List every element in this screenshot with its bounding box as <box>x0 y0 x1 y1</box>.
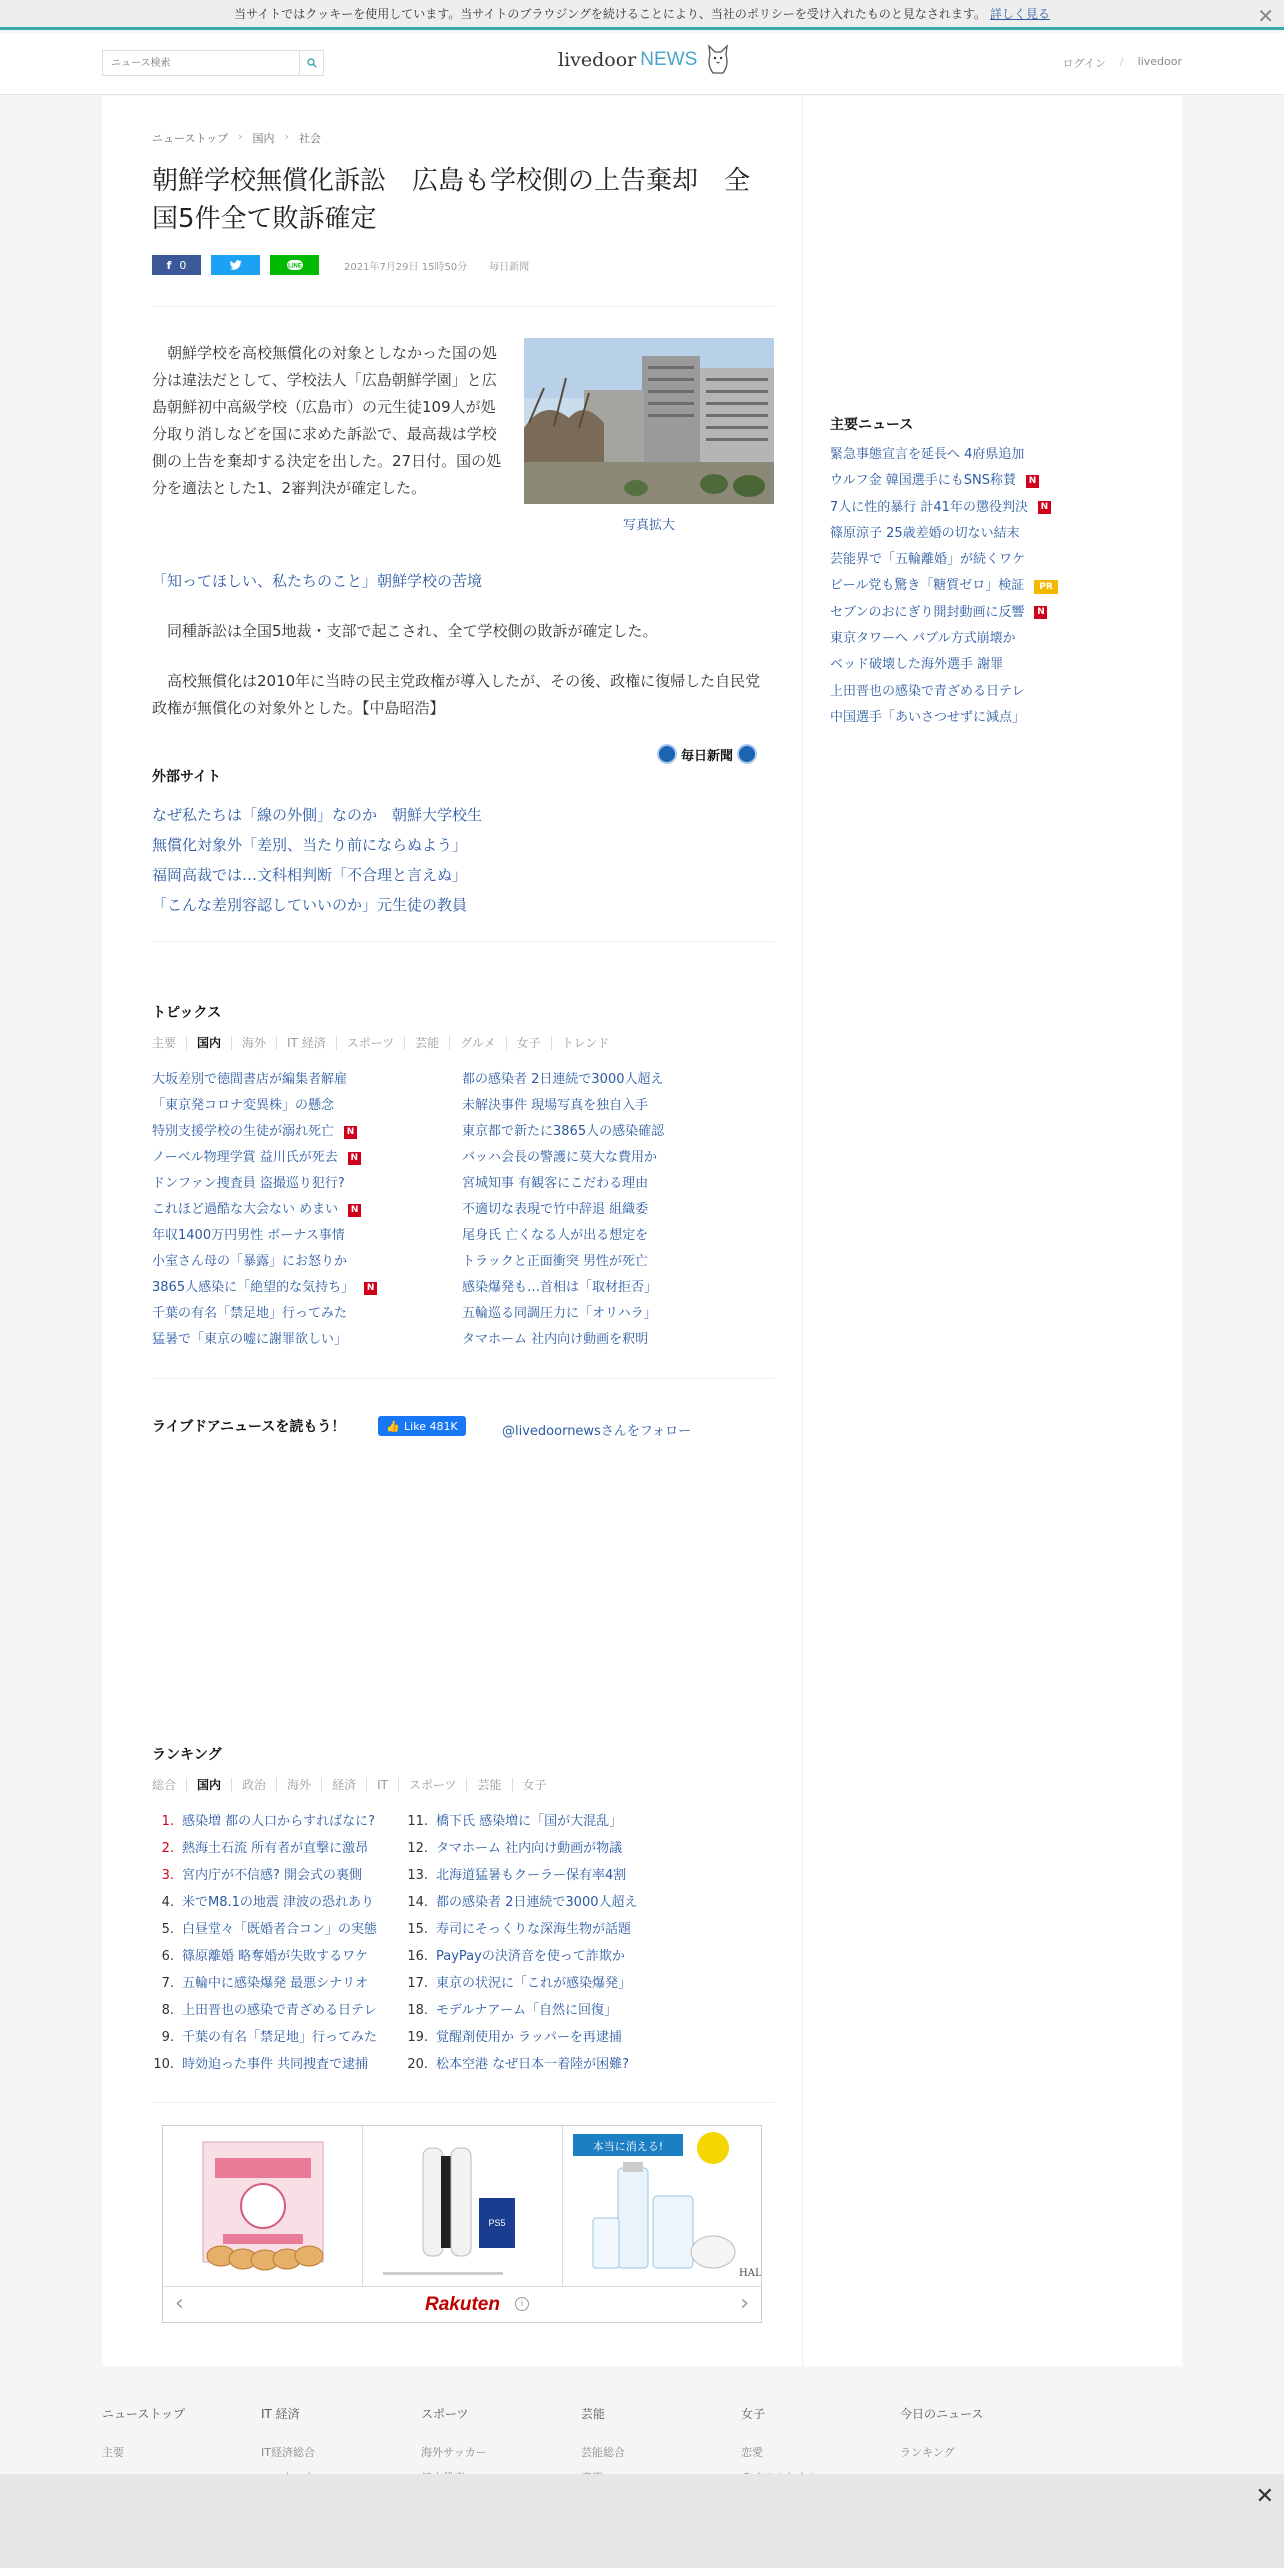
external-link[interactable]: なぜ私たちは「線の外側」なのか 朝鮮大学校生 <box>152 806 483 824</box>
facebook-like-label: Like 481K <box>404 1419 458 1433</box>
rank-number: 4. <box>161 1895 174 1910</box>
ranking-link[interactable]: 五輪中に感染爆発 最悪シナリオ <box>182 1976 369 1991</box>
ranking-tab[interactable]: IT <box>366 1778 398 1792</box>
ranking-link[interactable]: 松本空港 なぜ日本一着陸が困難? <box>436 2057 630 2072</box>
ranking-list-right <box>398 1808 638 2078</box>
rank-number: 16. <box>407 1949 428 1964</box>
ranking-link[interactable]: 千葉の有名「禁足地」行ってみた <box>182 2030 378 2045</box>
ranking-link[interactable]: 東京の状況に「これが感染爆発」 <box>436 1976 632 1991</box>
twitter-icon <box>230 260 242 270</box>
topics-list-left <box>152 1067 377 1353</box>
facebook-like-button[interactable] <box>378 1416 466 1436</box>
cookie-more-link[interactable]: 詳しく見る <box>989 7 1050 21</box>
divider <box>152 2102 774 2103</box>
news-list-item[interactable] <box>152 1197 377 1223</box>
footer-link[interactable]: ランキング <box>900 2446 955 2459</box>
thumbs-up-icon: 👍 <box>386 1419 401 1433</box>
news-link[interactable]: 3865人感染に「絶望的な気持ち」 <box>152 1280 355 1295</box>
ranking-item[interactable] <box>144 1808 377 1835</box>
news-link[interactable]: 「東京発コロナ変異株」の懸念 <box>152 1098 335 1113</box>
news-link[interactable]: 芸能界で「五輪離婚」が続くワケ <box>830 552 1026 568</box>
ranking-link[interactable]: 覚醒剤使用か ラッパーを再逮捕 <box>436 2030 622 2045</box>
svg-text:HAL: HAL <box>739 2268 761 2279</box>
new-badge: N <box>348 1204 361 1217</box>
ranking-item[interactable] <box>398 2051 638 2078</box>
rank-number: 7. <box>161 1976 174 1991</box>
footer-heading[interactable]: 芸能 <box>581 2407 606 2421</box>
game-console-image <box>363 2126 562 2286</box>
footer-heading[interactable]: 女子 <box>741 2407 766 2421</box>
search-box <box>102 50 324 76</box>
ranking-item[interactable] <box>144 1862 377 1889</box>
news-list-item[interactable] <box>830 547 1058 573</box>
ranking-item[interactable] <box>398 2024 638 2051</box>
twitter-share-button[interactable] <box>211 255 260 275</box>
main-content <box>102 96 1182 2366</box>
line-icon <box>286 259 304 271</box>
news-list-item[interactable] <box>830 652 1058 678</box>
news-link[interactable]: 中国選手「あいさつせずに減点」 <box>830 709 1026 725</box>
follow-row <box>152 1408 774 1438</box>
news-link[interactable]: 7人に性的暴行 計41年の懲役判決 <box>830 499 1028 515</box>
twitter-follow-link[interactable]: @livedoornewsさんをフォロー <box>502 1424 692 1439</box>
ranking-list-left <box>144 1808 377 2078</box>
footer-heading[interactable]: 今日のニュース <box>900 2407 984 2421</box>
ranking-link[interactable]: 感染増 都の人口からすればなに? <box>182 1814 376 1829</box>
topics-tab[interactable]: スポーツ <box>336 1036 405 1050</box>
news-list-item[interactable] <box>830 521 1058 547</box>
ranking-link[interactable]: 宮内庁が不信感? 開会式の裏側 <box>182 1868 363 1883</box>
footer-heading[interactable]: ニューストップ <box>102 2407 186 2421</box>
related-article-link[interactable]: 「知ってほしい、私たちのこと」朝鮮学校の苦境 <box>152 572 483 590</box>
article-photo[interactable] <box>524 338 774 504</box>
column-divider <box>802 96 803 2366</box>
site-logo[interactable] <box>558 43 731 77</box>
ranking-item[interactable] <box>398 1970 638 1997</box>
new-badge: N <box>364 1282 377 1295</box>
news-list-item[interactable] <box>462 1093 664 1119</box>
rank-number: 13. <box>407 1868 428 1883</box>
ranking-title: ランキング <box>152 1747 222 1763</box>
rakuten-ad-widget <box>162 2125 762 2323</box>
footer-link[interactable]: 芸能総合 <box>581 2446 625 2459</box>
news-list-item[interactable] <box>462 1249 664 1275</box>
ranking-item[interactable] <box>144 1943 377 1970</box>
news-link[interactable]: ウルフ金 韓国選手にもSNS称賛 <box>830 473 1016 489</box>
news-link[interactable]: タマホーム 社内向け動画を釈明 <box>462 1332 649 1347</box>
news-link[interactable]: ノーベル物理学賞 益川氏が死去 <box>152 1150 338 1165</box>
ranking-item[interactable] <box>398 1916 638 1943</box>
ranking-link[interactable]: PayPayの決済音を使って詐欺か <box>436 1949 625 1964</box>
mainichi-emblem-icon <box>737 744 757 764</box>
follow-title: ライブドアニュースを読もう！ <box>152 1419 346 1435</box>
news-list-item[interactable] <box>152 1145 377 1171</box>
ranking-link[interactable]: 寿司にそっくりな深海生物が話題 <box>436 1922 632 1937</box>
ranking-tab[interactable]: 政治 <box>231 1778 276 1792</box>
breadcrumb <box>152 130 321 146</box>
external-link[interactable]: 「こんな差別容認していいのか」元生徒の教員 <box>152 896 468 914</box>
site-footer <box>0 2366 1284 2474</box>
footer-heading[interactable]: IT 経済 <box>261 2407 300 2421</box>
livedoor-link[interactable]: livedoor <box>1137 55 1182 68</box>
login-link[interactable]: ログイン <box>1062 57 1106 70</box>
product-banner-text: 本当に消える! <box>592 2140 664 2153</box>
cookie-close-icon[interactable]: ✕ <box>1257 4 1274 28</box>
news-link[interactable]: 特別支援学校の生徒が溺れ死亡 <box>152 1124 335 1139</box>
line-share-button[interactable] <box>270 255 319 275</box>
topics-list-right <box>462 1067 664 1353</box>
rank-number: 9. <box>161 2030 174 2045</box>
ranking-link[interactable]: 米でM8.1の地震 津波の恐れあり <box>182 1895 375 1910</box>
news-link[interactable]: 東京都で新たに3865人の感染確認 <box>462 1124 665 1139</box>
news-list-item[interactable] <box>462 1197 664 1223</box>
rank-number: 17. <box>407 1976 428 1991</box>
ranking-item[interactable] <box>398 1997 638 2024</box>
news-list-item[interactable] <box>462 1119 664 1145</box>
ranking-item[interactable] <box>398 1808 638 1835</box>
news-list-item[interactable] <box>152 1171 377 1197</box>
footer-link[interactable]: 海外サッカー <box>421 2446 487 2459</box>
news-list-item[interactable] <box>830 468 1058 494</box>
news-list-item[interactable] <box>152 1301 377 1327</box>
pr-badge: PR <box>1034 580 1058 594</box>
rank-number: 18. <box>407 2003 428 2018</box>
breadcrumb-society[interactable]: 社会 <box>298 132 321 145</box>
main-news-title: 主要ニュース <box>830 417 914 433</box>
facebook-share-button[interactable] <box>152 255 201 275</box>
external-link[interactable]: 福岡高裁では…文科相判断「不合理と言えぬ」 <box>152 866 468 884</box>
new-badge: N <box>348 1152 361 1165</box>
topics-tab[interactable]: グルメ <box>449 1036 505 1050</box>
news-list-item[interactable] <box>830 495 1058 521</box>
ranking-item[interactable] <box>398 1943 638 1970</box>
news-link[interactable]: ドンファン捜査員 盗撮巡り犯行? <box>152 1176 345 1191</box>
rank-number: 3. <box>161 1868 174 1883</box>
ranking-tab[interactable]: 海外 <box>276 1778 321 1792</box>
news-link[interactable]: 大坂差別で徳間書店が編集者解雇 <box>152 1072 348 1087</box>
cookie-text: 当サイトではクッキーを使用しています。当サイトのブラウジングを続けることにより、当社のポリシーを受け入れたものと見なされます。 <box>234 7 986 21</box>
ranking-link[interactable]: 上田晋也の感染で青ざめる日テレ <box>182 2003 377 2018</box>
news-list-item[interactable] <box>462 1223 664 1249</box>
news-link[interactable]: 未解決事件 現場写真を独自入手 <box>462 1098 649 1113</box>
news-link[interactable]: 小室さん母の「暴露」にお怒りか <box>152 1254 348 1269</box>
ranking-link[interactable]: 時効迫った事件 共同捜査で逮捕 <box>182 2057 369 2072</box>
breadcrumb-domestic[interactable]: 国内 <box>252 132 275 145</box>
new-badge: N <box>1034 606 1047 619</box>
rank-number: 5. <box>161 1922 174 1937</box>
ranking-tabs <box>152 1778 557 1792</box>
rank-number: 20. <box>407 2057 428 2072</box>
cat-mascot-icon <box>705 43 731 77</box>
chevron-right-icon[interactable]: › <box>740 2291 749 2316</box>
news-link[interactable]: 猛暑で「東京の嘘に謝罪欲しい」 <box>152 1332 348 1347</box>
ranking-item[interactable] <box>398 1862 638 1889</box>
search-input[interactable] <box>103 51 299 75</box>
search-button[interactable] <box>299 51 323 75</box>
close-icon[interactable]: ✕ <box>1255 2484 1274 2509</box>
ranking-link[interactable]: 都の感染者 2日連続で3000人超え <box>436 1895 638 1910</box>
breadcrumb-top[interactable]: ニューストップ <box>152 132 229 145</box>
bottom-ad-bar <box>0 2474 1284 2568</box>
ranking-item[interactable] <box>144 1889 377 1916</box>
chevron-right-icon: › <box>284 130 289 143</box>
logo-news: NEWS <box>640 49 698 70</box>
cookie-banner <box>0 0 1284 30</box>
ranking-link[interactable]: タマホーム 社内向け動画が物議 <box>436 1841 623 1856</box>
rakuten-widget-footer <box>163 2286 761 2322</box>
topics-title: トピックス <box>152 1005 222 1021</box>
news-link[interactable]: トラックと正面衝突 男性が死亡 <box>462 1254 648 1269</box>
article-date: 2021年7月29日 15時50分 <box>344 261 468 273</box>
topics-tab[interactable]: 芸能 <box>404 1036 449 1050</box>
news-list-item[interactable] <box>152 1223 377 1249</box>
news-link[interactable]: 篠原涼子 25歳差婚の切ない結末 <box>830 525 1020 541</box>
topics-tab[interactable]: 女子 <box>506 1036 551 1050</box>
rank-number: 15. <box>407 1922 428 1937</box>
news-link[interactable]: 尾身氏 亡くなる人が出る想定を <box>462 1228 649 1243</box>
ranking-item[interactable] <box>144 1970 377 1997</box>
ranking-item[interactable] <box>144 2051 377 2078</box>
news-list-item[interactable] <box>462 1171 664 1197</box>
ranking-item[interactable] <box>144 1997 377 2024</box>
new-badge: N <box>344 1126 357 1139</box>
search-icon <box>307 58 317 68</box>
ranking-tab[interactable]: 総合 <box>152 1778 177 1792</box>
ranking-link[interactable]: 篠原離婚 略奪婚が失敗するワケ <box>182 1949 369 1964</box>
article-paragraph: 同種訴訟は全国5地裁・支部で起こされ、全て学校側の敗訴が確定した。 <box>167 622 658 640</box>
photo-enlarge-link[interactable]: 写真拡大 <box>622 518 675 533</box>
news-link[interactable]: バッハ会長の警護に莫大な費用か <box>462 1150 658 1165</box>
rakuten-product[interactable] <box>563 2126 763 2286</box>
ranking-link[interactable]: モデルナアーム「自然に回復」 <box>436 2003 617 2018</box>
rank-number: 19. <box>407 2030 428 2045</box>
rank-number: 8. <box>161 2003 174 2018</box>
news-list-item[interactable] <box>462 1301 664 1327</box>
rank-number: 14. <box>407 1895 428 1910</box>
footer-link[interactable]: 恋愛 <box>741 2446 763 2459</box>
topics-tab[interactable]: 国内 <box>186 1036 231 1050</box>
footer-heading[interactable]: スポーツ <box>421 2407 469 2421</box>
rakuten-product[interactable] <box>163 2126 363 2286</box>
article-title: 朝鮮学校無償化訴訟 広島も学校側の上告棄却 全国5件全て敗訴確定 <box>152 166 751 234</box>
chevron-left-icon[interactable]: ‹ <box>175 2291 184 2316</box>
news-link[interactable]: 感染爆発も…首相は「取材拒否」 <box>462 1280 658 1295</box>
footer-column <box>102 2405 185 2465</box>
external-links <box>152 800 482 920</box>
news-list-item[interactable] <box>462 1067 664 1093</box>
rakuten-product[interactable] <box>363 2126 563 2286</box>
news-link[interactable]: 上田晋也の感染で青ざめる日テレ <box>830 683 1025 699</box>
topics-tab[interactable]: IT 経済 <box>276 1036 336 1050</box>
news-list-item[interactable] <box>152 1275 377 1301</box>
ranking-tab[interactable]: スポーツ <box>398 1778 467 1792</box>
info-icon[interactable]: i <box>515 2297 529 2311</box>
news-list-item[interactable] <box>152 1093 377 1119</box>
news-list-item[interactable] <box>830 679 1058 705</box>
rank-number: 2. <box>161 1841 174 1856</box>
external-link[interactable]: 無償化対象外「差別、当たり前にならぬよう」 <box>152 836 468 854</box>
news-link[interactable]: これほど過酷な大会ない めまい <box>152 1202 339 1217</box>
rank-number: 10. <box>153 2057 174 2072</box>
ranking-link[interactable]: 橋下氏 感染増に「国が大混乱」 <box>436 1814 623 1829</box>
rank-number: 6. <box>161 1949 174 1964</box>
ranking-item[interactable] <box>398 1835 638 1862</box>
news-list-item[interactable] <box>830 600 1058 626</box>
svg-text:LINE: LINE <box>287 263 302 270</box>
news-list-item[interactable] <box>152 1119 377 1145</box>
topics-tab[interactable]: 海外 <box>231 1036 276 1050</box>
article-paragraph: 朝鮮学校を高校無償化の対象としなかった国の処分は違法だとして、学校法人「広島朝鮮学園」と広島朝鮮初中高級学校（広島市）の元生徒109人が処分取り消しなどを国に求めた訴訟で、最高裁は学校側の上告を棄却する決定を出した。27日付。国の処分を適法とした1、2審判決が確定した。 <box>152 344 502 497</box>
site-header <box>0 33 1284 95</box>
footer-column <box>900 2405 983 2465</box>
news-link[interactable]: ベッド破壊した海外選手 謝罪 <box>830 657 1004 673</box>
news-link[interactable]: 緊急事態宣言を延長へ 4府県追加 <box>830 447 1025 462</box>
news-link[interactable]: 東京タワーへ バブル方式崩壊か <box>830 631 1016 647</box>
svg-text:PS5: PS5 <box>488 2218 506 2228</box>
new-badge: N <box>1026 475 1039 488</box>
news-list-item[interactable] <box>152 1327 377 1353</box>
ranking-item[interactable] <box>398 1889 638 1916</box>
facebook-icon: f <box>166 258 172 272</box>
ranking-tab[interactable]: 経済 <box>321 1778 366 1792</box>
ranking-tab[interactable]: 芸能 <box>466 1778 511 1792</box>
news-link[interactable]: 年収1400万円男性 ボーナス事情 <box>152 1228 345 1243</box>
news-list-item[interactable] <box>830 442 1058 468</box>
external-sites-title: 外部サイト <box>152 769 222 785</box>
topics-tab[interactable]: 主要 <box>152 1036 177 1050</box>
footer-link[interactable]: 主要 <box>102 2446 124 2459</box>
rakuten-logo[interactable]: Rakuten <box>425 2294 500 2315</box>
rank-number: 11. <box>407 1814 428 1829</box>
news-link[interactable]: 不適切な表現で竹中辞退 組織委 <box>462 1202 649 1217</box>
news-list-item[interactable] <box>152 1249 377 1275</box>
header-links <box>1062 55 1182 71</box>
news-list-item[interactable] <box>830 626 1058 652</box>
news-link[interactable]: 宮城知事 有観客にこだわる理由 <box>462 1176 649 1191</box>
rank-number: 12. <box>407 1841 428 1856</box>
news-link[interactable]: 五輪巡る同調圧力に「オリハラ」 <box>462 1306 657 1321</box>
divider <box>152 941 774 942</box>
news-list-item[interactable] <box>152 1067 377 1093</box>
new-badge: N <box>1038 501 1051 514</box>
news-link[interactable]: ビール党も驚き「糖質ゼロ」検証 <box>830 578 1025 594</box>
news-list-item[interactable] <box>830 573 1058 599</box>
source-logo[interactable] <box>657 744 757 764</box>
ranking-link[interactable]: 北海道猛暑もクーラー保有率4割 <box>436 1868 627 1883</box>
ranking-link[interactable]: 熱海土石流 所有者が直撃に激昂 <box>182 1841 369 1856</box>
news-link[interactable]: 千葉の有名「禁足地」行ってみた <box>152 1306 348 1321</box>
divider <box>152 1378 774 1379</box>
news-list-item[interactable] <box>830 705 1058 731</box>
news-list-item[interactable] <box>462 1327 664 1353</box>
ranking-item[interactable] <box>144 1916 377 1943</box>
chevron-right-icon: › <box>238 130 243 143</box>
logo-livedoor: livedoor <box>558 49 637 71</box>
rank-number: 1. <box>161 1814 174 1829</box>
mainichi-emblem-icon <box>657 744 677 764</box>
ranking-link[interactable]: 白昼堂々「既婚者合コン」の実態 <box>182 1922 378 1937</box>
divider <box>152 306 774 307</box>
ranking-tab[interactable]: 女子 <box>512 1778 557 1792</box>
spray-product-image <box>563 2126 761 2286</box>
snack-bag-image <box>163 2126 362 2286</box>
news-list-item[interactable] <box>462 1145 664 1171</box>
ranking-tab[interactable]: 国内 <box>186 1778 231 1792</box>
share-row <box>152 255 529 275</box>
news-list-item[interactable] <box>462 1275 664 1301</box>
header-separator: / <box>1119 55 1124 68</box>
topics-tabs <box>152 1036 619 1050</box>
news-link[interactable]: セブンのおにぎり開封動画に反響 <box>830 604 1025 620</box>
main-news-list <box>830 442 1058 731</box>
facebook-count: 0 <box>179 258 187 272</box>
source-logo-text: 毎日新聞 <box>681 748 734 764</box>
article-source: 毎日新聞 <box>489 261 530 273</box>
article-paragraph: 高校無償化は2010年に当時の民主党政権が導入したが、その後、政権に復帰した自民党政権が無償化の対象外とした。【中島昭浩】 <box>152 672 761 717</box>
news-link[interactable]: 都の感染者 2日連続で3000人超え <box>462 1072 664 1087</box>
ranking-item[interactable] <box>144 1835 377 1862</box>
ranking-item[interactable] <box>144 2024 377 2051</box>
topics-tab[interactable]: トレンド <box>551 1036 620 1050</box>
footer-link[interactable]: IT経済総合 <box>261 2446 315 2459</box>
